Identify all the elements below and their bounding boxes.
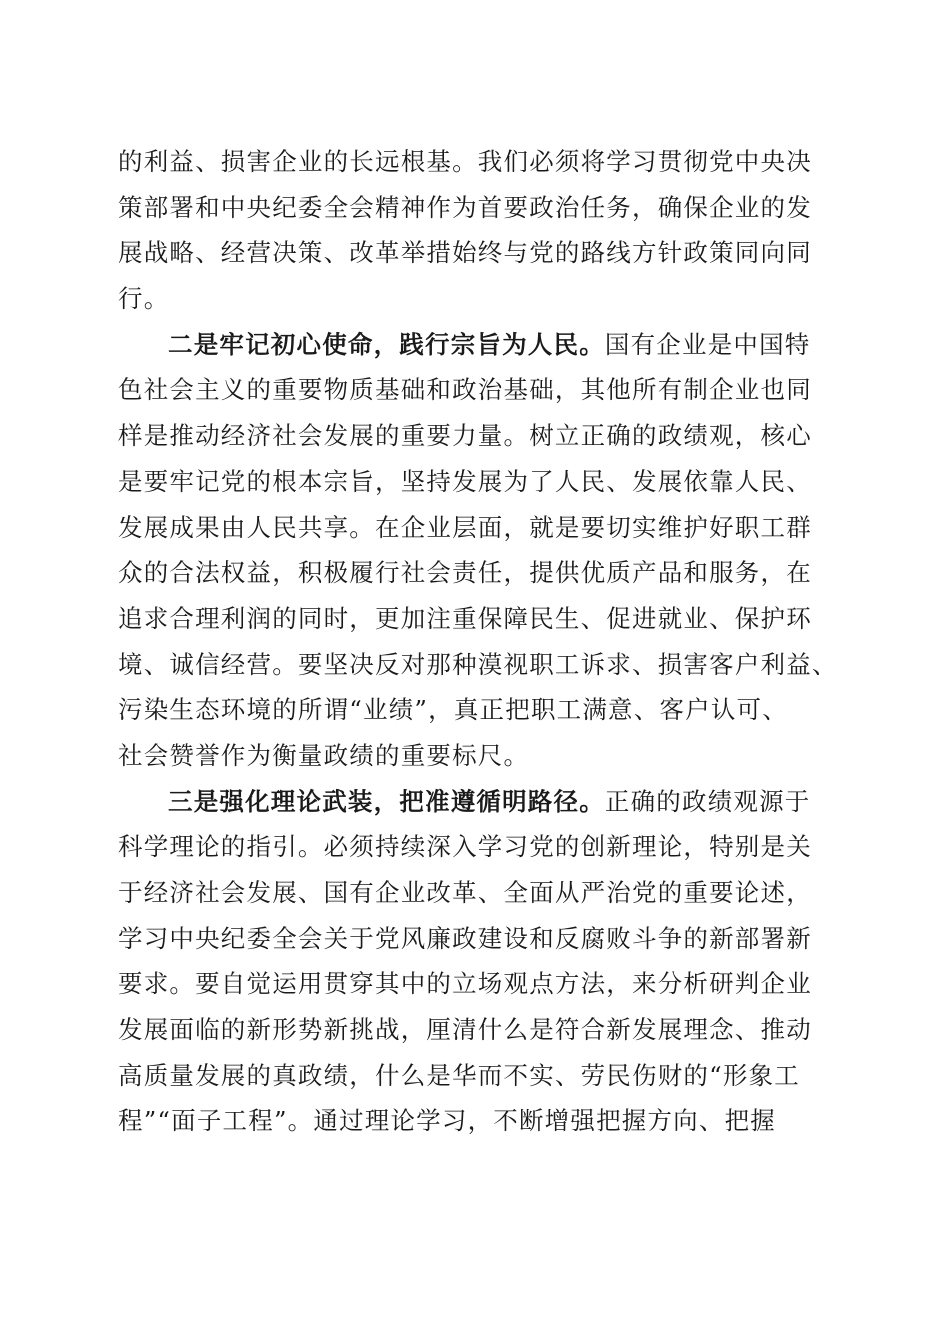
text-line: 展战略、经营决策、改革举措始终与党的路线方针政策同向同 bbox=[118, 238, 812, 268]
text-line: 策部署和中央纪委全会精神作为首要政治任务，确保企业的发 bbox=[118, 192, 812, 222]
paragraph-three bbox=[118, 779, 838, 1145]
text-line: 的利益、损害企业的长远根基。我们必须将学习贯彻党中央决 bbox=[118, 147, 812, 176]
text-line: 色社会主义的重要物质基础和政治基础，其他所有制企业也同 bbox=[118, 375, 812, 405]
text-line: 众的合法权益，积极履行社会责任，提供优质产品和服务，在 bbox=[118, 558, 812, 588]
text-run: 国有企业是中国特 bbox=[604, 329, 811, 359]
text-line: 要求。要自觉运用贯穿其中的立场观点方法，来分析研判企业 bbox=[118, 969, 812, 999]
text-line: 发展成果由人民共享。在企业层面，就是要切实维护好职工群 bbox=[118, 512, 812, 542]
text-line: 行。 bbox=[118, 284, 170, 314]
text-run: 正确的政绩观源于 bbox=[604, 786, 811, 816]
text-line: 追求合理利润的同时，更加注重保障民生、促进就业、保护环 bbox=[118, 603, 812, 633]
document-body bbox=[118, 139, 838, 1144]
paragraph-heading: 二是牢记初心使命，践行宗旨为人民。 bbox=[168, 329, 605, 359]
text-line: 于经济社会发展、国有企业改革、全面从严治党的重要论述， bbox=[118, 878, 812, 907]
text-line: 样是推动经济社会发展的重要力量。树立正确的政绩观，核心 bbox=[118, 421, 812, 451]
text-line: 是要牢记党的根本宗旨，坚持发展为了人民、发展依靠人民、 bbox=[118, 466, 812, 496]
text-line: 高质量发展的真政绩，什么是华而不实、劳民伤财的“形象工 bbox=[118, 1060, 800, 1090]
text-line: 污染生态环境的所谓“业绩”，真正把职工满意、客户认可、 bbox=[118, 695, 788, 725]
text-line: 程”“面子工程”。通过理论学习，不断增强把握方向、把握 bbox=[118, 1106, 776, 1136]
text-line: 境、诚信经营。要坚决反对那种漠视职工诉求、损害客户利益、 bbox=[118, 649, 838, 679]
text-line: 发展面临的新形势新挑战，厘清什么是符合新发展理念、推动 bbox=[118, 1015, 812, 1045]
text-line: 科学理论的指引。必须持续深入学习党的创新理论，特别是关 bbox=[118, 832, 812, 862]
paragraph-continuation bbox=[118, 139, 838, 322]
paragraph-first-line bbox=[118, 322, 838, 368]
text-line: 社会赞誉作为衡量政绩的重要标尺。 bbox=[118, 740, 530, 770]
text-line: 学习中央纪委全会关于党风廉政建设和反腐败斗争的新部署新 bbox=[118, 923, 812, 953]
paragraph-heading: 三是强化理论武装，把准遵循明路径。 bbox=[168, 786, 605, 816]
paragraph-two bbox=[118, 322, 838, 779]
paragraph-first-line bbox=[118, 779, 838, 825]
